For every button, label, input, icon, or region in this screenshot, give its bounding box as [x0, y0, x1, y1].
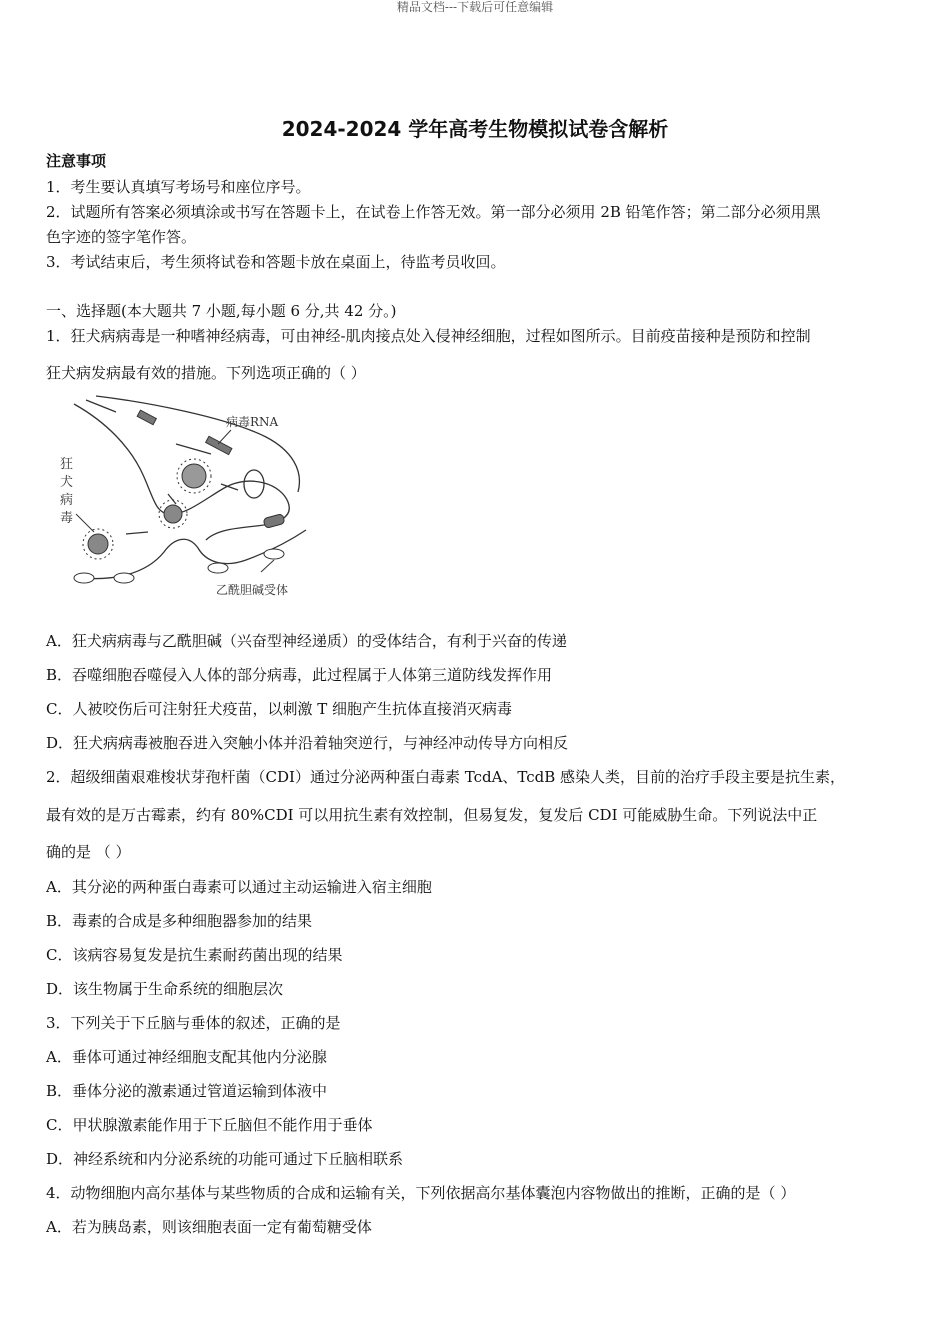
q2-option-b: B．毒素的合成是多种细胞器参加的结果 — [46, 912, 313, 930]
arrow — [168, 494, 176, 504]
label-leader — [218, 430, 231, 444]
acetylcholine-receptor — [264, 549, 284, 559]
q1-option-a: A．狂犬病病毒与乙酰胆碱（兴奋型神经递质）的受体结合，有利于兴奋的传递 — [46, 632, 567, 650]
page-title: 2024-2024 学年高考生物模拟试卷含解析 — [281, 117, 669, 141]
virus-particle — [159, 500, 187, 528]
q4-option-a: A．若为胰岛素，则该细胞表面一定有葡萄糖受体 — [46, 1218, 372, 1236]
watermark: 精品文档---下载后可任意编辑 — [396, 0, 554, 14]
virus-label: 狂 — [60, 457, 74, 472]
endosome — [244, 470, 264, 498]
notes-item: 色字迹的签字笔作答。 — [46, 228, 197, 246]
arrow — [176, 444, 211, 454]
rabies-virus-diagram — [56, 392, 318, 604]
rna-segment — [137, 410, 156, 425]
acetylcholine-receptor — [114, 573, 134, 583]
arrow — [86, 400, 116, 412]
q1-stem: 1．狂犬病病毒是一种嗜神经病毒，可由神经-肌肉接点处入侵神经细胞，过程如图所示。目前疫苗接种是预防和控制 — [46, 327, 811, 345]
q3-option-a: A．垂体可通过神经细胞支配其他内分泌腺 — [46, 1048, 327, 1066]
acetylcholine-receptor — [74, 573, 94, 583]
notes-item: 2．试题所有答案必须填涂或书写在答题卡上，在试卷上作答无效。第一部分必须用 2B 铅笔作答；第二部分必须用黑 — [46, 203, 821, 221]
q4-stem: 4．动物细胞内高尔基体与某些物质的合成和运输有关，下列依据高尔基体囊泡内容物做出的推断，正确的是（ ） — [46, 1184, 796, 1202]
rna-segment — [206, 436, 232, 454]
virus-particle — [177, 459, 211, 493]
q2-option-d: D．该生物属于生命系统的细胞层次 — [46, 980, 284, 998]
virus-particle — [83, 529, 113, 559]
q2-stem: 最有效的是万古霉素，约有 80%CDI 可以用抗生素有效控制，但易复发，复发后 CDI 可能威胁生命。下列说法中正 — [46, 806, 818, 824]
q1-option-d: D．狂犬病病毒被胞吞进入突触小体并沿着轴突逆行，与神经冲动传导方向相反 — [46, 734, 569, 752]
q2-stem: 确的是 （ ） — [46, 843, 131, 861]
q3-option-d: D．神经系统和内分泌系统的功能可通过下丘脑相联系 — [46, 1150, 404, 1168]
q1-stem: 狂犬病发病最有效的措施。下列选项正确的（ ） — [46, 364, 366, 382]
q2-stem: 2．超级细菌艰难梭状芽孢杆菌（CDI）通过分泌两种蛋白毒素 TcdA、TcdB 感染人类，目前的治疗手段主要是抗生素， — [46, 768, 846, 786]
virus-particle — [263, 514, 285, 529]
acetylcholine-receptor — [208, 563, 228, 573]
virus-label: 病 — [60, 493, 74, 508]
q3-option-b: B．垂体分泌的激素通过管道运输到体液中 — [46, 1082, 328, 1100]
section-heading: 一、选择题(本大题共 7 小题,每小题 6 分,共 42 分。) — [46, 302, 397, 320]
notes-heading: 注意事项 — [46, 152, 107, 170]
q2-option-c: C．该病容易复发是抗生素耐药菌出现的结果 — [46, 946, 343, 964]
arrow — [126, 532, 148, 534]
notes-item: 1．考生要认真填写考场号和座位序号。 — [46, 178, 311, 196]
q1-option-b: B．吞噬细胞吞噬侵入人体的部分病毒，此过程属于人体第三道防线发挥作用 — [46, 666, 553, 684]
notes-item: 3．考试结束后，考生须将试卷和答题卡放在桌面上，待监考员收回。 — [46, 253, 506, 271]
virus-label: 毒 — [60, 511, 74, 526]
q3-option-c: C．甲状腺激素能作用于下丘脑但不能作用于垂体 — [46, 1116, 373, 1134]
rna-label: 病毒RNA — [226, 415, 279, 429]
label-leader — [76, 514, 94, 532]
q2-option-a: A．其分泌的两种蛋白毒素可以通过主动运输进入宿主细胞 — [46, 878, 432, 896]
q3-stem: 3．下列关于下丘脑与垂体的叙述，正确的是 — [46, 1014, 341, 1032]
label-leader — [261, 560, 274, 572]
virus-label: 犬 — [60, 475, 74, 490]
q1-option-c: C．人被咬伤后可注射狂犬疫苗，以刺激 T 细胞产生抗体直接消灭病毒 — [46, 700, 513, 718]
receptor-label: 乙酰胆碱受体 — [216, 583, 289, 597]
